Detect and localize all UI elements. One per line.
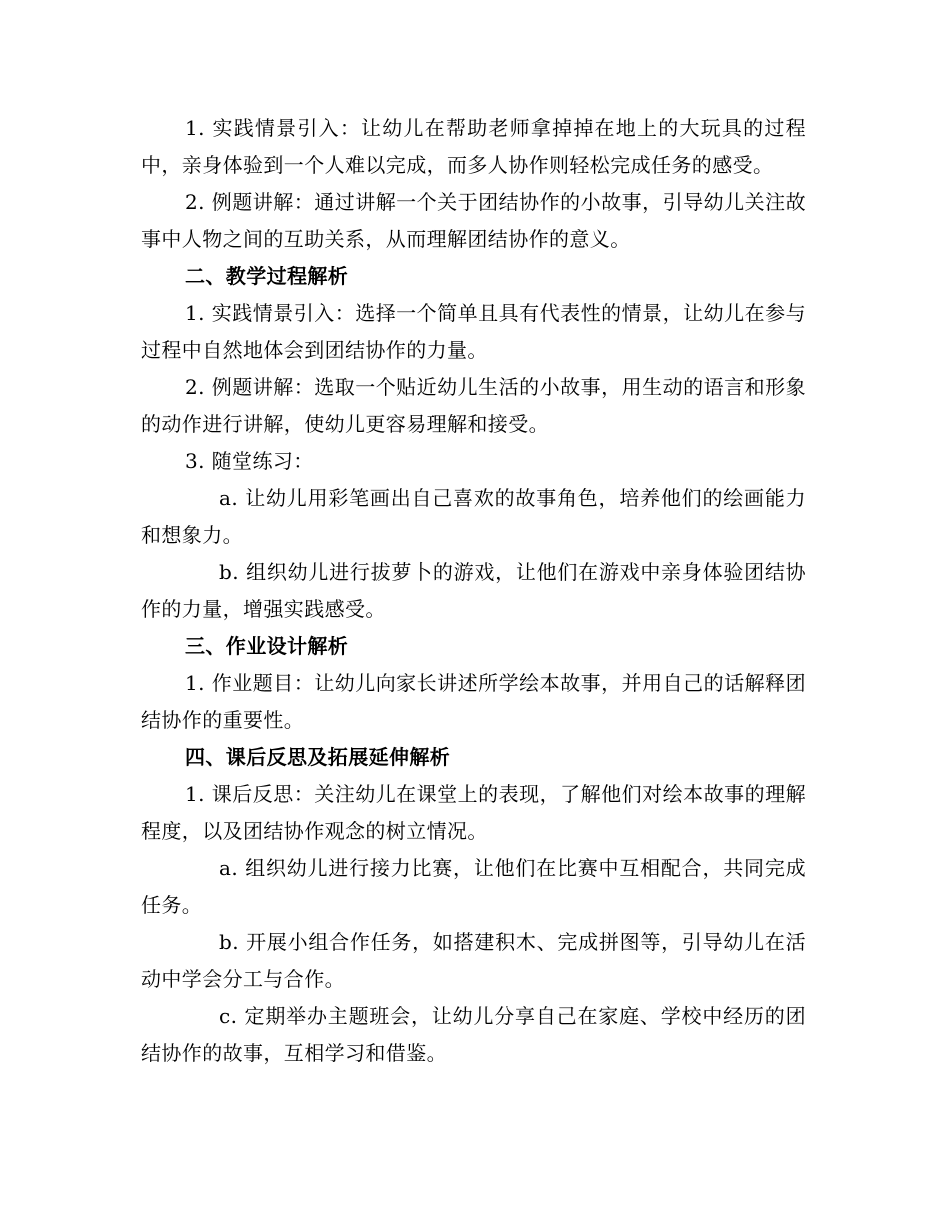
paragraph-example-explanation: 2. 例题讲解：通过讲解一个关于团结协作的小故事，引导幼儿关注故事中人物之间的互助关系，从而理解团结协作的意义。 xyxy=(141,190,806,251)
list-item-exercise-b: b. 组织幼儿进行拔萝卜的游戏，让他们在游戏中亲身体验团结协作的力量，增强实践感受。 xyxy=(141,560,806,621)
list-item-extension-a: a. 组织幼儿进行接力比赛，让他们在比赛中互相配合，共同完成任务。 xyxy=(141,856,806,917)
list-item-extension-c: c. 定期举办主题班会，让幼儿分享自己在家庭、学校中经历的团结协作的故事，互相学习和借鉴。 xyxy=(141,1004,806,1065)
section-heading-homework: 三、作业设计解析 xyxy=(185,634,349,658)
paragraph-homework-topic: 1. 作业题目：让幼儿向家长讲述所学绘本故事，并用自己的话解释团结协作的重要性。 xyxy=(141,671,806,732)
section-heading-teaching-process: 二、教学过程解析 xyxy=(185,264,349,288)
paragraph-process-practice-intro: 1. 实践情景引入：选择一个简单且具有代表性的情景，让幼儿在参与过程中自然地体会到团结协作的力量。 xyxy=(141,301,806,362)
section-heading-reflection: 四、课后反思及拓展延伸解析 xyxy=(185,745,451,769)
list-item-exercise-a: a. 让幼儿用彩笔画出自己喜欢的故事角色，培养他们的绘画能力和想象力。 xyxy=(141,486,806,547)
paragraph-process-example: 2. 例题讲解：选取一个贴近幼儿生活的小故事，用生动的语言和形象的动作进行讲解，使幼儿更容易理解和接受。 xyxy=(141,375,806,436)
paragraph-practice-intro: 1. 实践情景引入：让幼儿在帮助老师拿掉掉在地上的大玩具的过程中，亲身体验到一个人难以完成，而多人协作则轻松完成任务的感受。 xyxy=(141,116,806,177)
paragraph-class-exercise: 3. 随堂练习： xyxy=(185,449,314,473)
list-item-extension-b: b. 开展小组合作任务，如搭建积木、完成拼图等，引导幼儿在活动中学会分工与合作。 xyxy=(141,930,806,991)
document-page xyxy=(141,110,806,1072)
paragraph-reflection: 1. 课后反思：关注幼儿在课堂上的表现，了解他们对绘本故事的理解程度，以及团结协作观念的树立情况。 xyxy=(141,782,806,843)
